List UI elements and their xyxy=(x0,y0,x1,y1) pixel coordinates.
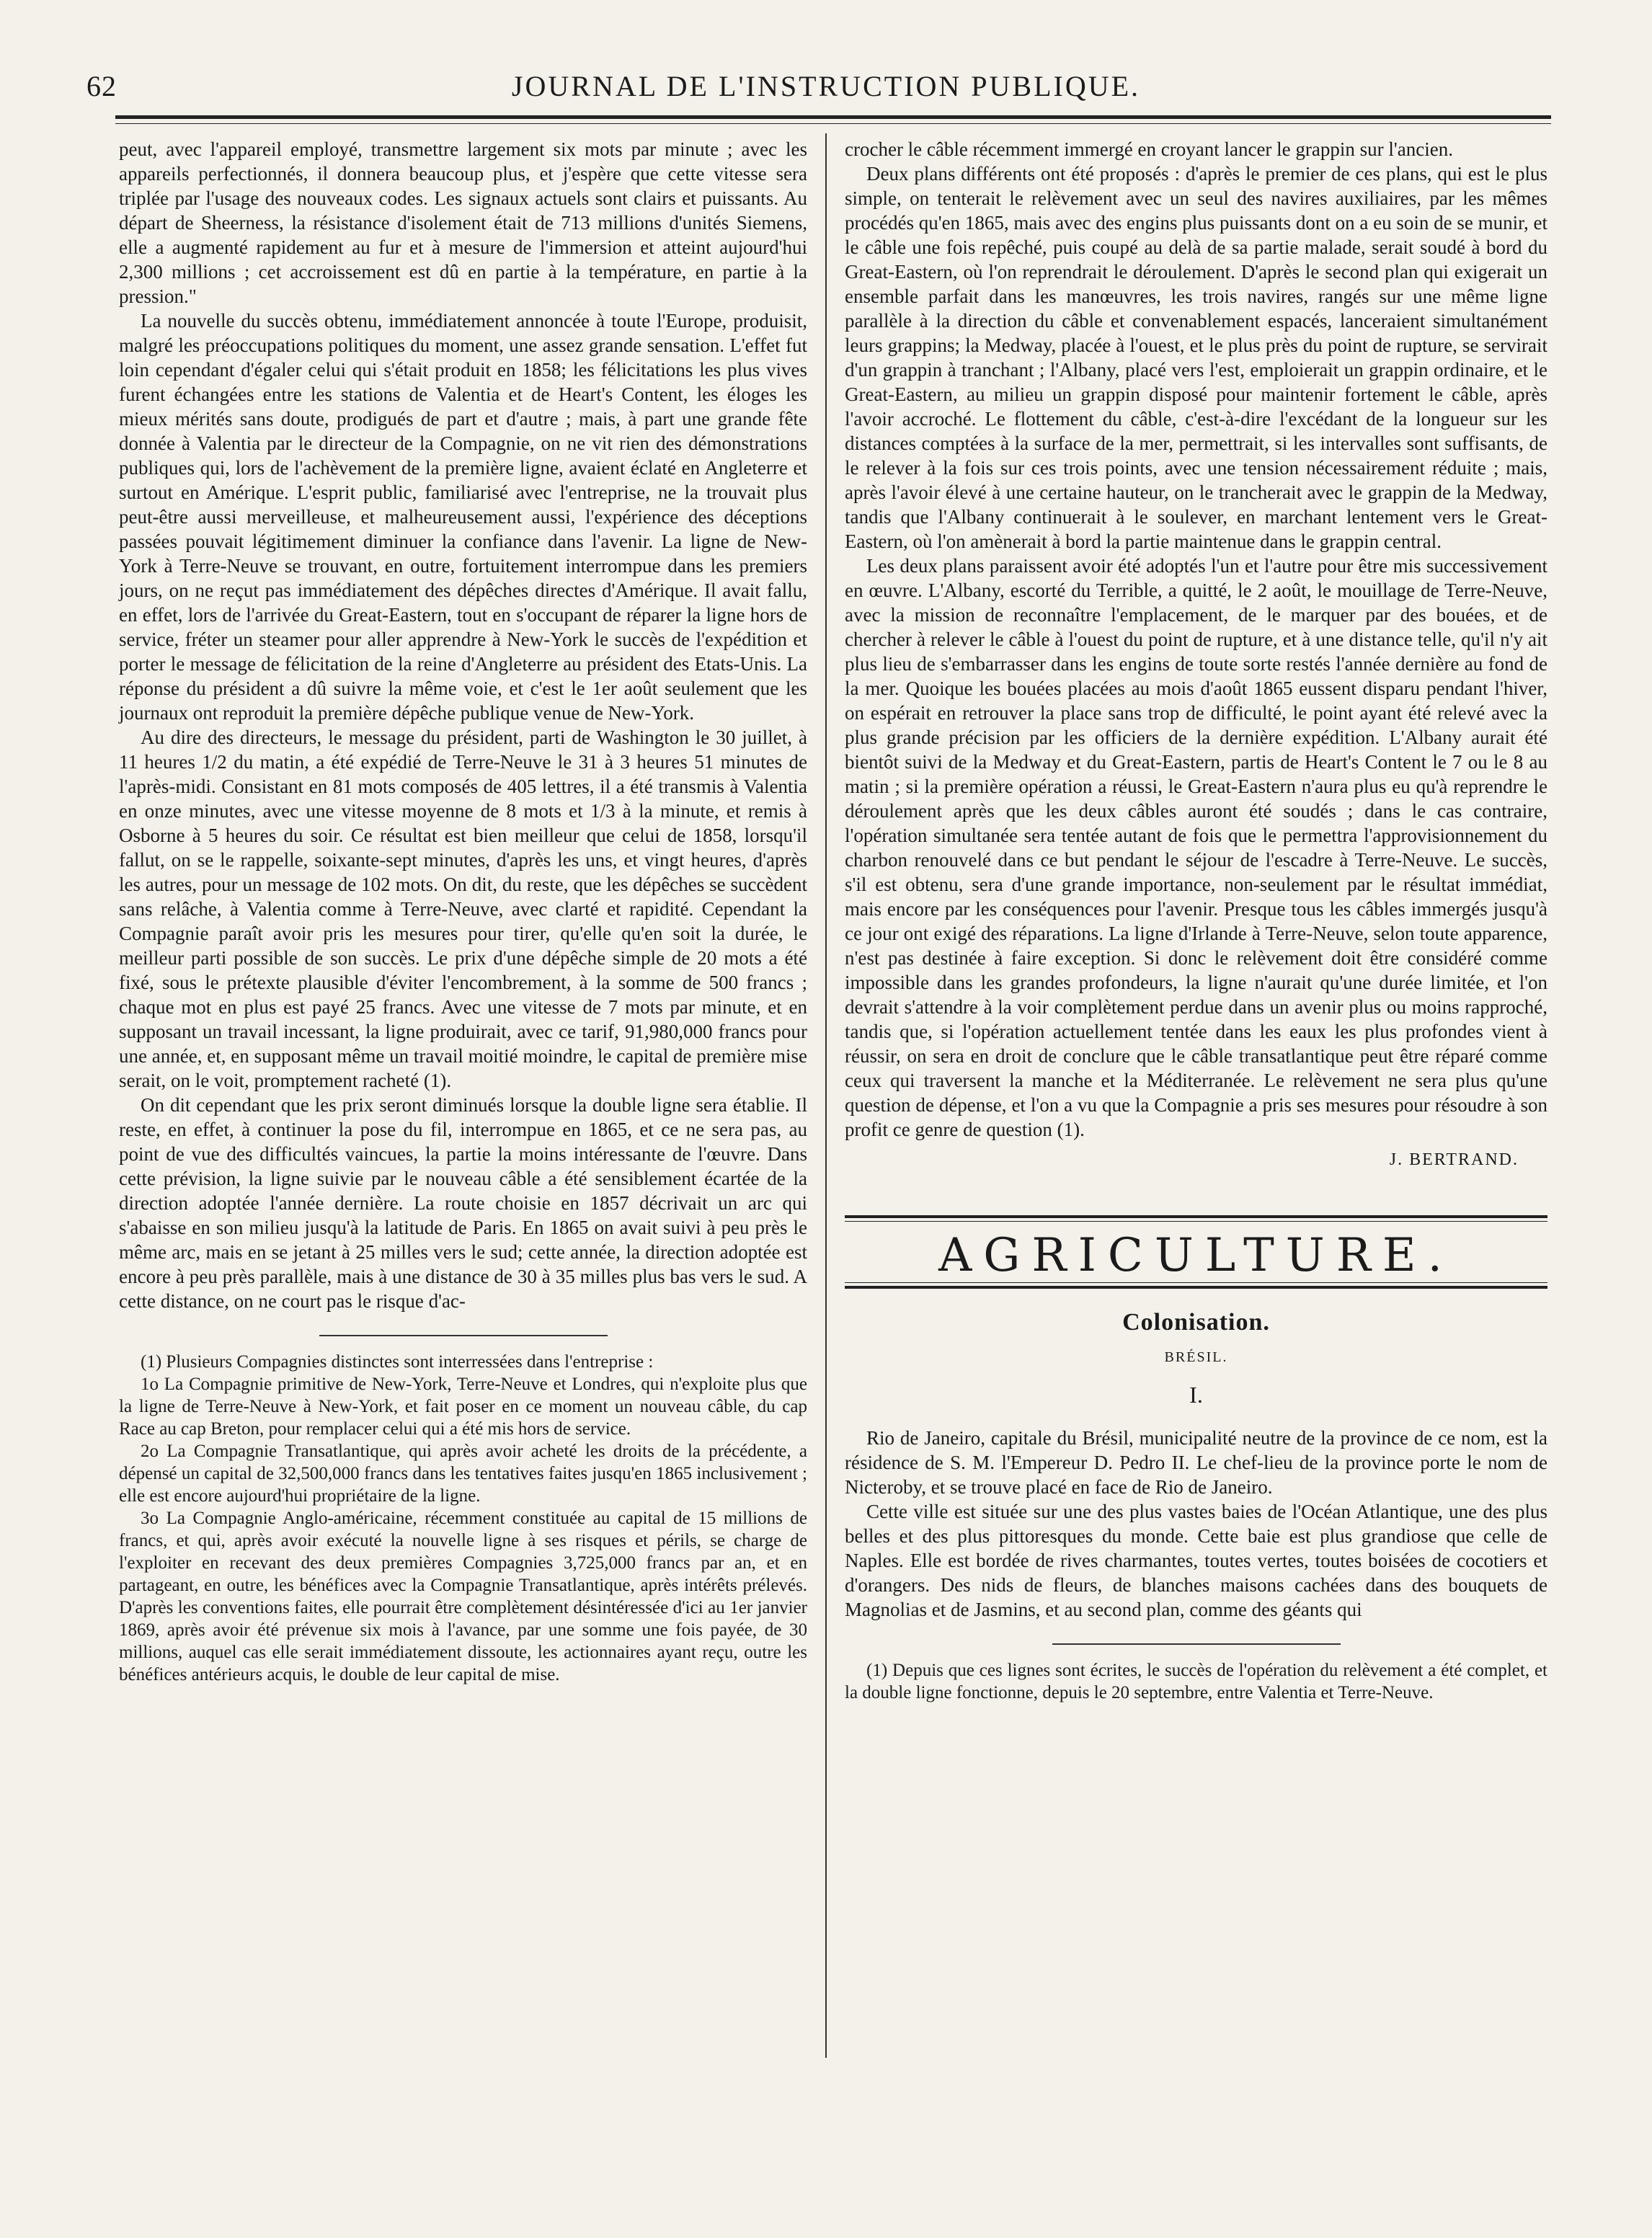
paragraph: Les deux plans paraissent avoir été adoptés l'un et l'autre pour être mis successivement en œuvre. L'Albany, escorté du Terrible, a quitté, le 2 août, le mouillage de Terre-Neuve, avec la mission de reconnaître l'emplacement, de le marquer par des bouées, et de chercher à relever le câble à l'ouest du point de rupture, et à une distance telle, qu'il n'y ait plus lieu de s'embarrasser dans les engins de toute sorte restés l'année dernière au fond de la mer. Quoique les bouées placées au mois d'août 1865 eussent disparu pendant l'hiver, on espérait en retrouver la place sans trop de difficulté, le point ayant été relevé avec la plus grande précision par les officiers de la dernière expédition. L'Albany aurait été bientôt suivi de la Medway et du Great-Eastern, partis de Heart's Content le 7 ou le 8 au matin ; si la première opération a réussi, le Great-Eastern n'aura plus eu qu'à reprendre le déroulement après que les deux câbles auront été soudés ; dans le cas contraire, l'opération simultanée sera tentée autant de fois que le permettra l'approvisionnement du charbon renouvelé dans ce but pendant le séjour de l'escadre à Terre-Neuve. Le succès, s'il est obtenu, sera d'une grande importance, non-seulement par le résultat immédiat, mais encore par les conséquences pour l'avenir. Presque tous les câbles immergés jusqu'à ce jour ont exigé des réparations. La ligne d'Irlande à Terre-Neuve, selon toute apparence, n'est pas destinée à faire exception. Si donc le relèvement doit être considéré comme impossible dans les grandes profondeurs, la ligne n'aurait qu'une durée limitée, et l'on devrait s'attendre à la voir complètement perdue dans un avenir plus ou moins rapproché, tandis que, si l'opération actuellement tentée dans les eaux les plus profondes vient à réussir, on sera en droit de conclure que le câble transatlantique peut être réparé comme ceux qui traversent la manche et la Méditerranée. Le relèvement ne sera plus qu'une question de dépense, et l'on a vu que la Compagnie a pris ses mesures pour résoudre à son profit ce genre de question (1). xyxy=(845,555,1547,1140)
paragraph: Rio de Janeiro, capitale du Brésil, municipalité neutre de la province de ce nom, est la résidence de S. M. l'Empereur D. Pedro II. Le chef-lieu de la province porte le nom de Nicteroby, et se trouve placé en face de Rio de Janeiro. xyxy=(845,1427,1547,1498)
subsubheading: BRÉSIL. xyxy=(1164,1349,1228,1365)
footnotes xyxy=(119,1351,807,1686)
left-column xyxy=(119,137,807,1686)
page-number: 62 xyxy=(86,70,117,102)
footnote-rule xyxy=(1052,1643,1341,1645)
footnote-item: 2o La Compagnie Transatlantique, qui après avoir acheté les droits de la précédente, a dépensé un capital de 32,500,000 francs dans les tentatives faites jusqu'en 1865 inclusivement ; elle est encore aujourd'hui propriétaire de la ligne. xyxy=(119,1442,807,1506)
paragraph: crocher le câble récemment immergé en croyant lancer le grappin sur l'ancien. xyxy=(845,138,1453,160)
header-rule xyxy=(115,115,1551,124)
footnote-rule xyxy=(319,1335,608,1336)
signature: J. BERTRAND. xyxy=(1389,1150,1519,1169)
paragraph: Deux plans différents ont été proposés : d'après le premier de ces plans, qui est le plus simple, on tenterait le relèvement avec un seul des navires auxiliaires, par les mêmes procédés qu'en 1865, mais avec des engins plus puissants dont on a eu soin de se munir, et le câble une fois repêché, puis coupé au delà de sa partie malade, serait soudé à bord du Great-Eastern, où l'on reprendrait le déroulement. D'après le second plan qui exigerait un ensemble parfait dans les manœuvres, les trois navires, rangés sur une même ligne parallèle à la direction du câble et convenablement espacés, lanceraient simultanément leurs grappins; la Medway, placée à l'ouest, et le plus près du point de rupture, se servirait d'un grappin à tranchant ; l'Albany, placé vers l'est, emploierait un grappin ordinaire, et le Great-Eastern, au milieu un grappin disposé pour maintenir fortement le câble, après l'avoir accroché. Le flottement du câble, c'est-à-dire l'excédant de la longueur sur les distances comptées à la surface de la mer, permettrait, si les intervalles sont suffisants, de le relever à la fois sur ces trois points, avec une tension nécessairement réduite ; mais, après l'avoir élevé à une certaine hauteur, on le trancherait avec le grappin de la Medway, tandis que l'Albany continuerait à le soulever, en marchant lentement vers le Great-Eastern, où l'on amènerait à bord la partie maintenue dans le grappin central. xyxy=(845,163,1547,552)
paragraph: La nouvelle du succès obtenu, immédiatement annoncée à toute l'Europe, produisit, malgré les préoccupations politiques du moment, une assez grande sensation. L'effet fut loin cependant d'égaler celui qui s'était produit en 1858; les félicitations les plus vives furent échangées entre les stations de Valentia et de Heart's Content, les éloges les mieux mérités sans doute, prodigués de part et d'autre ; mais, à part une grande fête donnée à Valentia par le directeur de la Compagnie, on ne vit rien des démonstrations publiques qui, lors de l'achèvement de la première ligne, avaient éclaté en Angleterre et surtout en Amérique. L'esprit public, familiarisé avec l'entreprise, ne la trouvait plus peut-être aussi merveilleuse, et malheureusement aussi, l'expérience des déceptions passées pouvait légitimement diminuer la confiance dans l'avenir. La ligne de New-York à Terre-Neuve se trouvant, en outre, fortuitement interrompue dans les premiers jours, on ne reçut pas immédiatement des dépêches directes d'Amérique. Il avait fallu, en effet, lors de l'arrivée du Great-Eastern, tout en s'occupant de réparer la ligne hors de service, fréter un steamer pour aller apprendre à New-York le succès de l'expédition et porter le message de félicitation de la reine d'Angleterre au président des Etats-Unis. La réponse du président a dû suivre la même voie, et c'est le 1er août seulement que les journaux ont reproduit la première dépêche publique venue de New-York. xyxy=(119,310,807,724)
paragraph: Au dire des directeurs, le message du président, parti de Washington le 30 juillet, à 11 heures 1/2 du matin, a été expédié de Terre-Neuve le 31 à 3 heures 51 minutes de l'après-midi. Consistant en 81 mots composés de 405 lettres, il a été transmis à Valentia en onze minutes, avec une vitesse moyenne de 8 mots et 1/3 à la minute, et remis à Osborne à 5 heures du soir. Ce résultat est bien meilleur que celui de 1858, lorsqu'il fallut, on se le rappelle, soixante-sept minutes, d'après les uns, et vingt heures, d'après les autres, pour un message de 102 mots. On dit, du reste, que les dépêches se succèdent sans relâche, à Valentia comme à Terre-Neuve, avec clarté et rapidité. Cependant la Compagnie paraît avoir pris les mesures pour tirer, qu'elle qu'en soit la durée, le meilleur parti possible de son succès. Le prix d'une dépêche simple de 20 mots a été fixé, sous le prétexte plausible d'éviter l'encombrement, à la somme de 500 francs ; chaque mot en plus est payé 25 francs. Avec une vitesse de 7 mots par minute, et en supposant un travail incessant, la ligne produirait, avec ce tarif, 91,980,000 francs pour une année, et, en supposant même un travail moitié moindre, le capital de première mise serait, on le voit, promptement racheté (1). xyxy=(119,727,807,1091)
running-head: JOURNAL DE L'INSTRUCTION PUBLIQUE. xyxy=(511,70,1141,102)
section-rule-bottom xyxy=(845,1282,1547,1289)
roman-numeral: I. xyxy=(1189,1382,1203,1408)
paragraph: On dit cependant que les prix seront diminués lorsque la double ligne sera établie. Il reste, en effet, à continuer la pose du fil, interrompue en 1865, et ce ne sera pas, au point de vue des difficultés vaincues, la partie la moins intéressante de l'œuvre. Dans cette prévision, la ligne suivie par le nouveau câble a été sensiblement écartée de la direction adoptée l'année dernière. La route choisie en 1857 décrivait un arc qui s'abaisse en son milieu jusqu'à la latitude de Paris. En 1865 on avait suivi à peu près le même arc, mais en se jetant à 25 milles vers le sud; cette année, la direction adoptée est encore à peu près parallèle, mais à une distance de 30 à 35 milles plus bas vers le sud. A cette distance, on ne court pas le risque d'ac- xyxy=(119,1094,807,1312)
section-title: AGRICULTURE. xyxy=(938,1229,1454,1282)
footnote-item: (1) Depuis que ces lignes sont écrites, le succès de l'opération du relèvement a été complet, et la double ligne fonctionne, depuis le 20 septembre, entre Valentia et Terre-Neuve. xyxy=(845,1661,1547,1702)
subheading: Colonisation. xyxy=(1122,1309,1270,1336)
footnote-item: 3o La Compagnie Anglo-américaine, récemment constituée au capital de 15 millions de francs, et qui, après avoir exécuté la nouvelle ligne à ses risques et périls, se charge de l'exploiter en recevant des deux premières Compagnies 3,725,000 francs par an, et en partageant, en outre, les bénéfices avec la Compagnie Transatlantique, après intérêts prélevés. D'après les conventions faites, elle pourrait être complètement désintéressée d'ici au 1er janvier 1869, après avoir été prévenue six mois à l'avance, par une somme une fois payée, de 30 millions, auquel cas elle serait immédiatement dissoute, les actionnaires ayant reçu, outre les bénéfices antérieurs acquis, le double de leur capital de mise. xyxy=(119,1509,807,1684)
section-rule-top xyxy=(845,1215,1547,1222)
footnotes xyxy=(845,1659,1547,1704)
paragraph: Cette ville est située sur une des plus vastes baies de l'Océan Atlantique, une des plus belles et des plus pittoresques du monde. Cette baie est plus grandiose que celle de Naples. Elle est bordée de rives charmantes, toutes vertes, toutes boisées de cocotiers et d'orangers. Des nids de fleurs, de blanches maisons cachées dans des bouquets de Magnolias et de Jasmins, et au second plan, comme des géants qui xyxy=(845,1501,1547,1620)
footnote-item: 1o La Compagnie primitive de New-York, Terre-Neuve et Londres, qui n'exploite plus que la ligne de Terre-Neuve à New-York, et fait poser en ce moment un nouveau câble, du cap Race au cap Breton, pour remplacer celui qui a été mis hors de service. xyxy=(119,1375,807,1439)
paragraph: peut, avec l'appareil employé, transmettre largement six mots par minute ; avec les appareils perfectionnés, il donnera beaucoup plus, et j'espère que cette vitesse sera triplée par l'usage des nouveaux codes. Les signaux actuels sont clairs et puissants. Au départ de Sheerness, la résistance d'isolement était de 713 millions d'unités Siemens, elle a augmenté rapidement au fur et à mesure de l'immersion et atteint aujourd'hui 2,300 millions ; cet accroissement est dû en partie à la température, en partie à la pression." xyxy=(119,138,807,307)
footnote-item: (1) Plusieurs Compagnies distinctes sont interressées dans l'entreprise : xyxy=(141,1352,654,1372)
column-divider xyxy=(825,133,827,2058)
right-column xyxy=(845,137,1547,1704)
